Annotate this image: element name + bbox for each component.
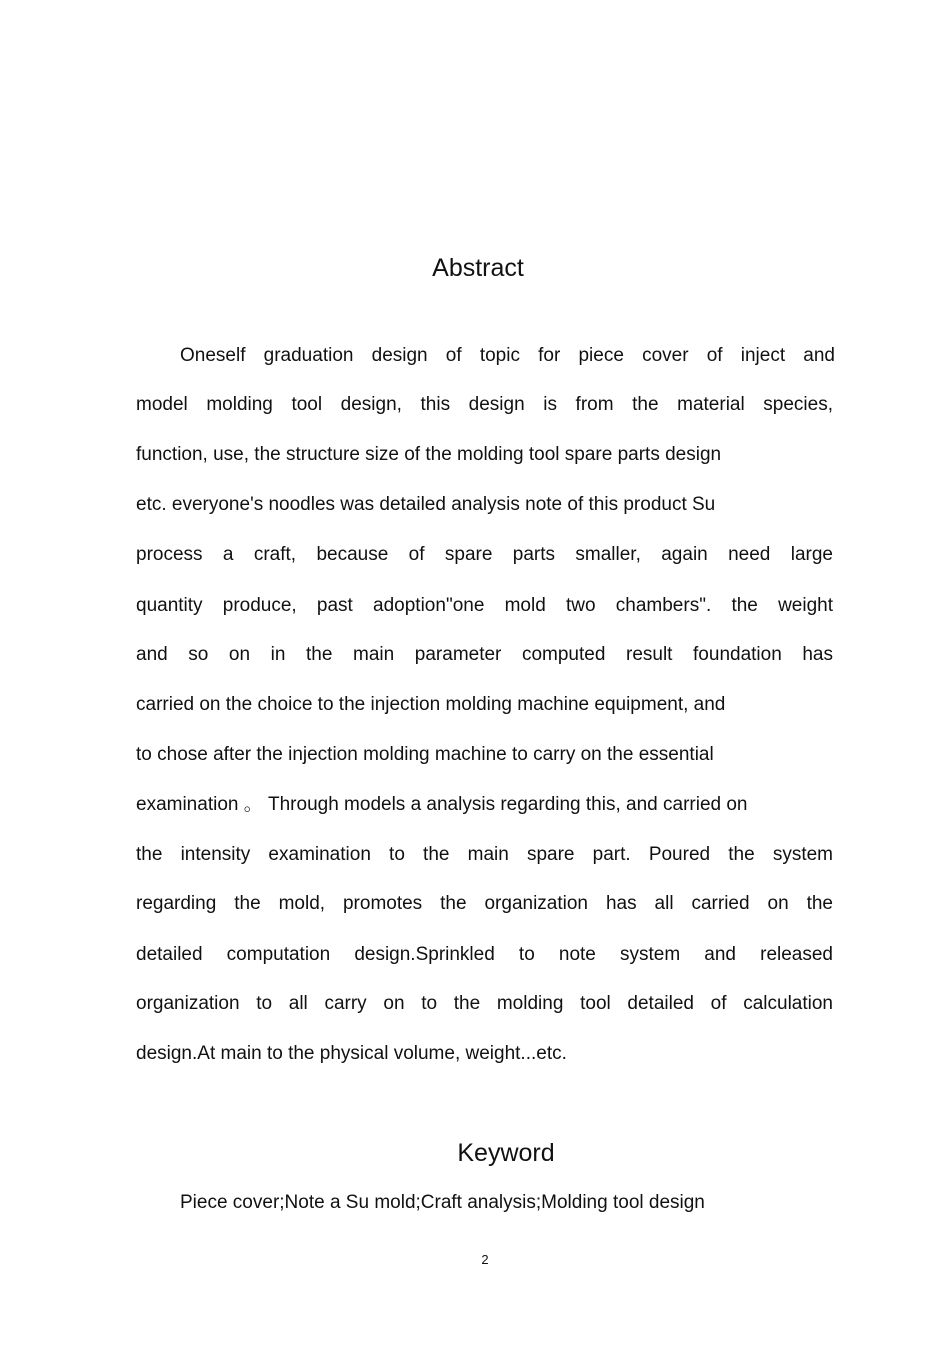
abstract-line: and so on in the main parameter computed result foundation has bbox=[136, 644, 833, 665]
abstract-line: etc. everyone's noodles was detailed analysis note of this product Su bbox=[136, 494, 716, 515]
keyword-list: Piece cover;Note a Su mold;Craft analysis;Molding tool design bbox=[180, 1192, 705, 1213]
abstract-line: regarding the mold, promotes the organization has all carried on the bbox=[136, 893, 833, 914]
keyword-heading: Keyword bbox=[457, 1139, 555, 1167]
abstract-line: model molding tool design, this design is from the material species, bbox=[136, 394, 833, 415]
abstract-line: detailed computation design.Sprinkled to note system and released bbox=[136, 944, 833, 965]
abstract-line: quantity produce, past adoption"one mold two chambers". the weight bbox=[136, 595, 833, 616]
abstract-line: to chose after the injection molding machine to carry on the essential bbox=[136, 744, 714, 765]
page-number: 2 bbox=[481, 1252, 489, 1267]
abstract-line: the intensity examination to the main spare part. Poured the system bbox=[136, 844, 833, 865]
abstract-line: design.At main to the physical volume, weight...etc. bbox=[136, 1043, 567, 1064]
abstract-line: carried on the choice to the injection molding machine equipment, and bbox=[136, 694, 726, 715]
abstract-line: Oneself graduation design of topic for piece cover of inject and bbox=[180, 345, 835, 366]
abstract-line: organization to all carry on to the molding tool detailed of calculation bbox=[136, 993, 833, 1014]
abstract-line: function, use, the structure size of the molding tool spare parts design bbox=[136, 444, 722, 465]
abstract-line: examination 。 Through models a analysis regarding this, and carried on bbox=[136, 794, 748, 815]
abstract-heading: Abstract bbox=[432, 254, 524, 282]
abstract-line: process a craft, because of spare parts smaller, again need large bbox=[136, 544, 833, 565]
